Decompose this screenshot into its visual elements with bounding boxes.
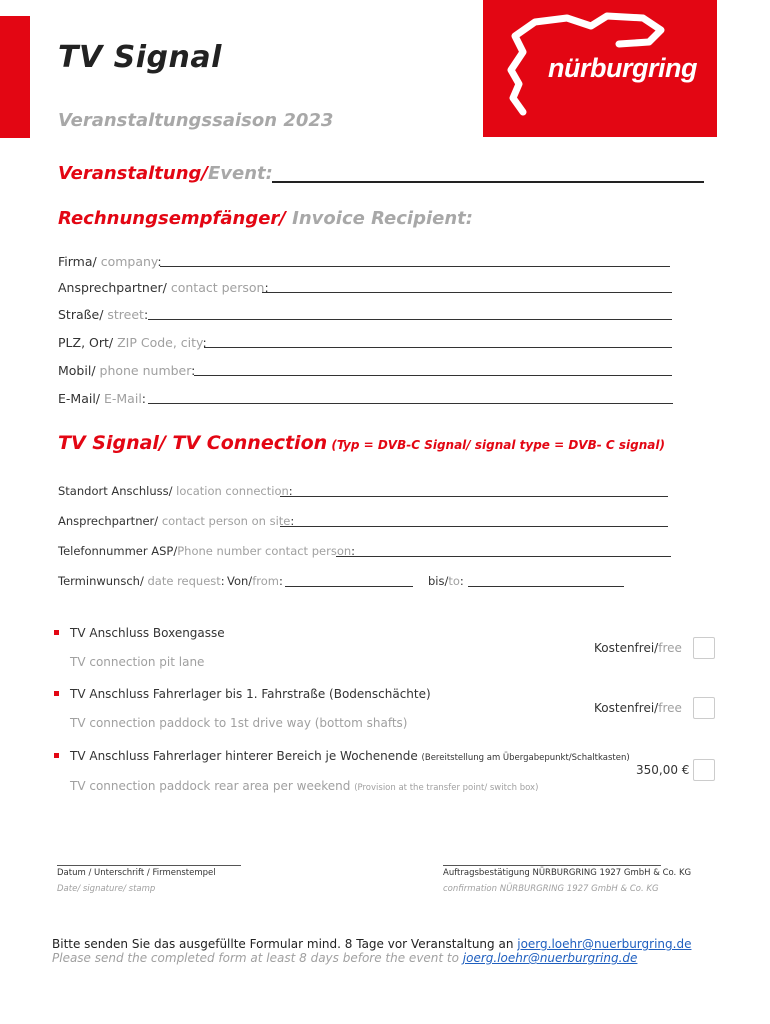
option-pitlane-title: TV Anschluss Boxengasse bbox=[70, 626, 225, 640]
date-request-label: Terminwunsch/ date request: bbox=[58, 574, 225, 588]
option-paddock-rear-checkbox[interactable] bbox=[693, 759, 715, 781]
date-from-label: Von/from: bbox=[227, 574, 283, 588]
email-field[interactable] bbox=[148, 403, 673, 404]
recipient-heading-de: Rechnungsempfänger/ bbox=[58, 208, 286, 229]
contact-person-label: Ansprechpartner/ contact person: bbox=[58, 280, 269, 295]
option-paddock-first-price: Kostenfrei/free bbox=[594, 701, 682, 715]
brand-side-bar bbox=[0, 16, 30, 138]
street-field[interactable] bbox=[148, 319, 672, 320]
bullet-icon bbox=[54, 691, 59, 696]
confirmation-line bbox=[443, 865, 661, 866]
tv-connection-heading: TV Signal/ TV Connection (Typ = DVB-C Signal/ signal type = DVB- C signal) bbox=[58, 432, 665, 454]
date-from-field[interactable] bbox=[285, 586, 413, 587]
onsite-contact-field[interactable] bbox=[280, 526, 668, 527]
email-link[interactable]: joerg.loehr@nuerburgring.de bbox=[517, 937, 692, 951]
option-paddock-first-title: TV Anschluss Fahrerlager bis 1. Fahrstraße (Bodenschächte) bbox=[70, 687, 431, 701]
page-title: TV Signal bbox=[58, 40, 222, 75]
location-connection-label: Standort Anschluss/ location connection: bbox=[58, 484, 293, 498]
event-field[interactable] bbox=[272, 181, 704, 183]
email-label: E-Mail/ E-Mail: bbox=[58, 391, 147, 406]
option-pitlane-checkbox[interactable] bbox=[693, 637, 715, 659]
logo-wordmark: nürburgring bbox=[548, 53, 697, 83]
option-paddock-rear-title: TV Anschluss Fahrerlager hinterer Bereich je Wochenende (Bereitstellung am Übergabepunkt/Schaltkasten) bbox=[70, 749, 630, 763]
zip-city-label: PLZ, Ort/ ZIP Code, city: bbox=[58, 335, 207, 350]
contact-phone-label: Telefonnummer ASP/Phone number contact person: bbox=[58, 544, 356, 558]
signature-line[interactable] bbox=[57, 865, 241, 866]
location-connection-field[interactable] bbox=[280, 496, 668, 497]
bullet-icon bbox=[54, 753, 59, 758]
confirmation-label-en: confirmation NÜRBURGRING 1927 GmbH & Co. KG bbox=[443, 884, 659, 894]
company-field[interactable] bbox=[160, 266, 670, 267]
zip-city-field[interactable] bbox=[204, 347, 672, 348]
date-to-field[interactable] bbox=[468, 586, 624, 587]
recipient-heading-en: Invoice Recipient: bbox=[285, 208, 473, 229]
email-link-en[interactable]: joerg.loehr@nuerburgring.de bbox=[462, 951, 638, 965]
option-pitlane-title-en: TV connection pit lane bbox=[70, 655, 205, 669]
event-label bbox=[58, 163, 273, 184]
phone-field[interactable] bbox=[194, 375, 672, 376]
page-subtitle: Veranstaltungssaison 2023 bbox=[58, 110, 334, 131]
signature-label: Datum / Unterschrift / Firmenstempel bbox=[57, 868, 216, 878]
bullet-icon bbox=[54, 630, 59, 635]
phone-label: Mobil/ phone number: bbox=[58, 363, 196, 378]
option-paddock-first-title-en: TV connection paddock to 1st drive way (bottom shafts) bbox=[70, 716, 408, 730]
confirmation-label: Auftragsbestätigung NÜRBURGRING 1927 GmbH & Co. KG bbox=[443, 868, 692, 878]
street-label: Straße/ street: bbox=[58, 307, 149, 322]
footer-instruction-en: Please send the completed form at least 8 days before the event to joerg.loehr@nuerburgring.de bbox=[52, 951, 638, 965]
onsite-contact-label: Ansprechpartner/ contact person on site: bbox=[58, 514, 295, 528]
signature-label-en: Date/ signature/ stamp bbox=[57, 884, 156, 894]
option-pitlane-price: Kostenfrei/free bbox=[594, 641, 682, 655]
option-paddock-rear-price: 350,00 € bbox=[636, 763, 690, 777]
event-label-de: Veranstaltung/ bbox=[58, 163, 208, 184]
option-paddock-first-checkbox[interactable] bbox=[693, 697, 715, 719]
contact-person-field[interactable] bbox=[262, 292, 672, 293]
option-paddock-rear-title-en: TV connection paddock rear area per weekend (Provision at the transfer point/ switch box) bbox=[70, 779, 539, 793]
event-label-en: Event: bbox=[208, 163, 273, 184]
recipient-heading bbox=[58, 208, 473, 229]
footer-instruction: Bitte senden Sie das ausgefüllte Formular mind. 8 Tage vor Veranstaltung an joerg.loehr@nuerburgring.de bbox=[52, 937, 692, 951]
contact-phone-field[interactable] bbox=[336, 556, 671, 557]
date-to-label: bis/to: bbox=[428, 574, 464, 588]
company-label: Firma/ company: bbox=[58, 254, 162, 269]
